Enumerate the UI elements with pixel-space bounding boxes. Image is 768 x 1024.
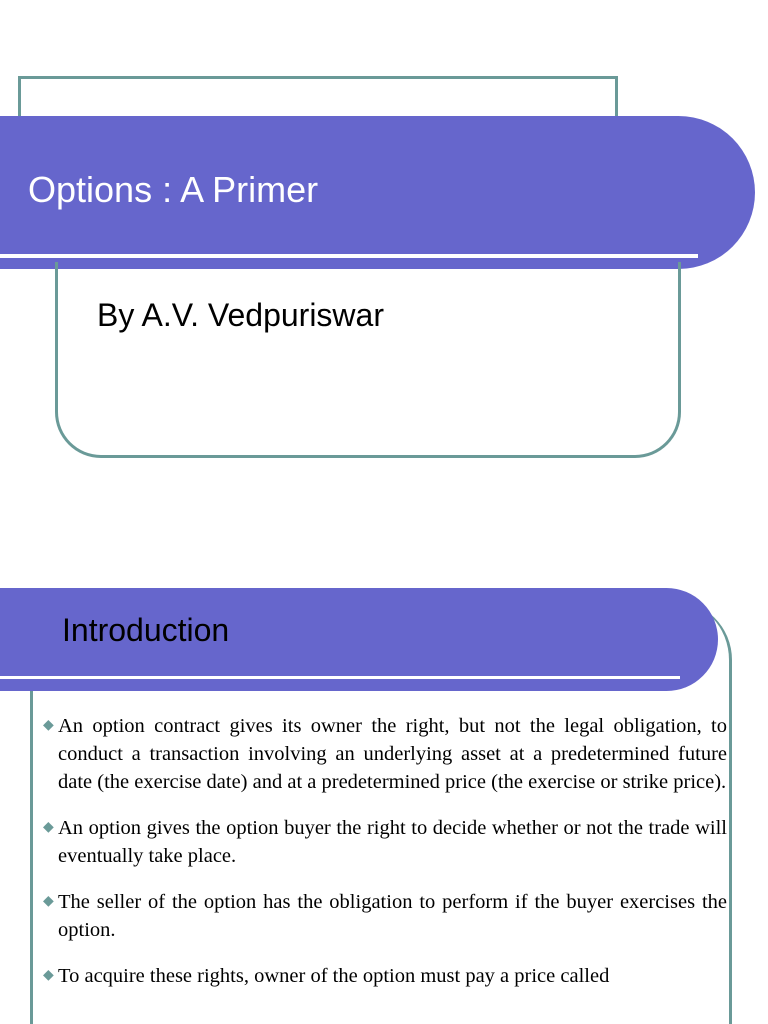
diamond-bullet-icon: ◆ [43, 718, 54, 733]
bullet-item [43, 712, 727, 796]
title-banner-underline [0, 254, 698, 258]
slide-subtitle: By A.V. Vedpuriswar [97, 297, 384, 333]
bullet-text: To acquire these rights, owner of the option must pay a price called [58, 965, 610, 987]
bullet-item [43, 814, 727, 870]
bullet-text: The seller of the option has the obligation to perform if the buyer exercises the option. [58, 891, 727, 941]
slide-title: Options : A Primer [28, 169, 319, 210]
bullet-text: An option gives the option buyer the right to decide whether or not the trade will eventually take place. [58, 817, 727, 867]
bullet-text: An option contract gives its owner the right, but not the legal obligation, to conduct a transaction involving an underlying asset at a predetermined future date (the exercise date) and at a predetermined price (the exercise or strike price). [58, 715, 727, 793]
slide-heading: Introduction [62, 612, 230, 648]
diamond-bullet-icon: ◆ [43, 820, 54, 835]
heading-banner-underline [0, 676, 680, 679]
bullet-list [43, 712, 727, 1008]
diamond-bullet-icon: ◆ [43, 968, 54, 983]
diamond-bullet-icon: ◆ [43, 894, 54, 909]
bullet-item [43, 962, 727, 990]
subtitle-frame [55, 262, 681, 458]
introduction-slide [0, 560, 768, 1024]
bullet-item [43, 888, 727, 944]
